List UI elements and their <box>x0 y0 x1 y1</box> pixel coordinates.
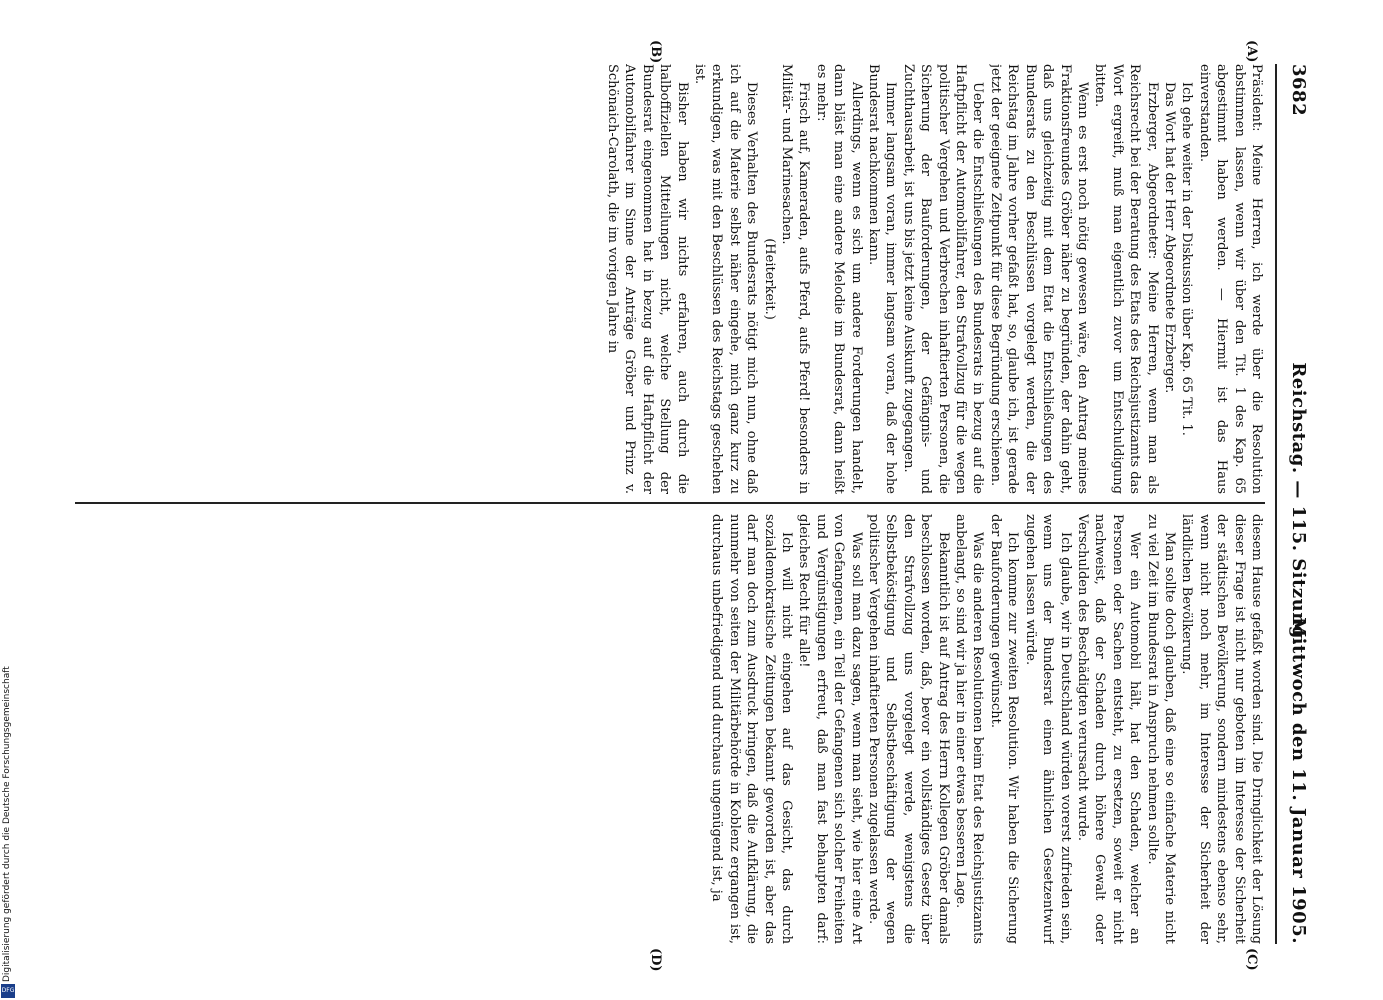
margin-marker-d: (D) <box>648 948 663 972</box>
paragraph: Präsident: Meine Herren, ich werde über die Resolution abstimmen lassen, wenn wir über den Tit. 1 des Kap. 65 abgestimmt haben werden. — Hiermit ist das Haus einverstanden. <box>1196 64 1264 494</box>
session-date: Mittwoch den 11. Januar 1905. <box>1288 617 1309 944</box>
paragraph: Was soll man dazu sagen, wenn man sieht, wie hier eine Art von Gefangenen, ein Teil der Gefangenen sich solcher Freiheiten und Vergünstigungen erfreut, daß man fast behaupten darf: gleiches Recht für alle! <box>796 514 864 944</box>
page-number: 3682 <box>1288 64 1309 117</box>
paragraph: Ueber die Entschließungen des Bundesrats in bezug auf die Haftpflicht der Automobilfahrer, den Strafvollzug für die wegen politischer Vergehen und Verbrechen inhaftierten Personen, die Sicherung der Bauforderungen, der Gefängnis- und Zuchthausarbeit, ist uns bis jetzt keine Auskunft zugegangen. <box>900 64 986 494</box>
paragraph: Allerdings, wenn es sich um andere Forderungen handelt, dann bläst man eine andere Melodie im Bundesrat, dann heißt es mehr: <box>813 64 864 494</box>
page-header <box>1275 64 1315 944</box>
margin-marker-a: (A) <box>1244 40 1259 63</box>
digitization-credit: Digitalisierung gefördert durch die Deutsche Forschungsgemeinschaft <box>2 666 12 982</box>
paragraph: Ich glaube, wir in Deutschland würden vorerst zufrieden sein, wenn uns der Bundesrat einen ähnlichen Gesetzentwurf zugehen lassen würde. <box>1022 514 1073 944</box>
paragraph: Dieses Verhalten des Bundesrats nötigt mich nun, ohne daß ich auf die Materie selbst näher eingehe, mich ganz kurz zu erkundigen, was mit den Beschlüssen des Reichstags geschehen ist. <box>692 64 760 494</box>
right-text-column <box>75 514 1265 944</box>
margin-marker-c: (C) <box>1244 948 1259 971</box>
column-divider <box>75 502 1265 504</box>
margin-marker-b: (B) <box>648 40 663 64</box>
page-title: Reichstag. — 115. Sitzung. <box>1288 362 1309 646</box>
paragraph: Das Wort hat der Herr Abgeordnete Erzberger. <box>1161 82 1177 394</box>
paragraph: Frisch auf, Kameraden, aufs Pferd, aufs Pferd! besonders in Militär- und Marinesachen. <box>779 64 812 494</box>
paragraph: (Heiterkeit.) <box>761 238 777 320</box>
dfg-logo-icon: DFG <box>1 984 15 998</box>
paragraph: Ich komme zur zweiten Resolution. Wir haben die Sicherung der Bauforderungen gewünscht. <box>987 514 1021 944</box>
paragraph: Was die anderen Resolutionen beim Etat des Reichsjustizamts anbelangt, so sind wir ja hier in einer etwas besseren Lage. <box>953 514 986 944</box>
paragraph: Man sollte doch glauben, daß eine so einfache Materie nicht zu viel Zeit im Bundesrat in Anspruch nehmen sollte. <box>1144 514 1177 944</box>
paragraph: Wenn es erst noch nötig gewesen wäre, den Antrag meines Fraktionsfreundes Gröber näher zu begründen, der dahin geht, daß uns gleichzeitig mit dem Etat die Entschließungen des Bundesrats zu den Beschlüssen vorgelegt werden, die der Reichstag im Jahre vorher gefaßt hat, so, glaube ich, ist gerade jetzt der geeignete Zeitpunkt für diese Begründung erschienen. <box>987 64 1090 494</box>
paragraph: Immer langsam voran, immer langsam voran, daß der hohe Bundesrat nachkommen kann. <box>866 64 899 494</box>
paragraph: Erzberger, Abgeordneter: Meine Herren, wenn man als Reichsrecht bei der Beratung des Etats des Reichsjustizamts das Wort ergreift, muß man eigentlich zuvor um Entschuldigung bitten. <box>1092 64 1160 494</box>
paragraph: Wer ein Automobil hält, hat den Schaden, welcher an Personen oder Sachen entsteht, zu ersetzen, soweit er nicht nachweist, daß der Schaden durch höhere Gewalt oder Verschulden des Beschädigten verursacht wurde. <box>1074 514 1143 944</box>
paragraph: Bisher haben wir nichts erfahren, auch durch die halboffiziellen Mitteilungen nicht, welche Stellung der Bundesrat eingenommen hat in bezug auf die Haftpflicht der Automobilfahrer im Sinne der Anträge Gröber und Prinz v. Schönaich-Carolath, die im vorigen Jahre in <box>604 64 690 494</box>
paragraph: Ich gehe weiter in der Diskussion über Kap. 65 Tit. 1. <box>1179 82 1195 436</box>
paragraph: Ich will nicht eingehen auf das Gesicht, das durch sozialdemokratische Zeitungen bekannt geworden ist, aber das darf man doch zum Ausdruck bringen, daß die Aufklärung, die nunmehr von seiten der Militärbehörde in Koblenz ergangen ist, durchaus unbefriedigend und durchaus ungenügend ist, ja <box>709 514 795 944</box>
left-text-column <box>75 64 1265 494</box>
paragraph: diesem Hause gefaßt worden sind. Die Dringlichkeit der Lösung dieser Frage ist nicht nur geboten im Interesse der Sicherheit der städtischen Bevölkerung, sondern mindestens ebenso sehr, wenn nicht noch mehr, im Interesse der Sicherheit der ländlichen Bevölkerung. <box>1179 514 1264 944</box>
paragraph: Bekanntlich ist auf Antrag des Herrn Kollegen Gröber damals beschlossen worden, daß, bevor ein vollständiges Gesetz über den Strafvollzug uns vorgelegt werde, wenigstens die Selbstbeköstigung und Selbstbeschäftigung der wegen politischer Vergehen inhaftierten Personen zugelassen werde. <box>866 514 951 944</box>
